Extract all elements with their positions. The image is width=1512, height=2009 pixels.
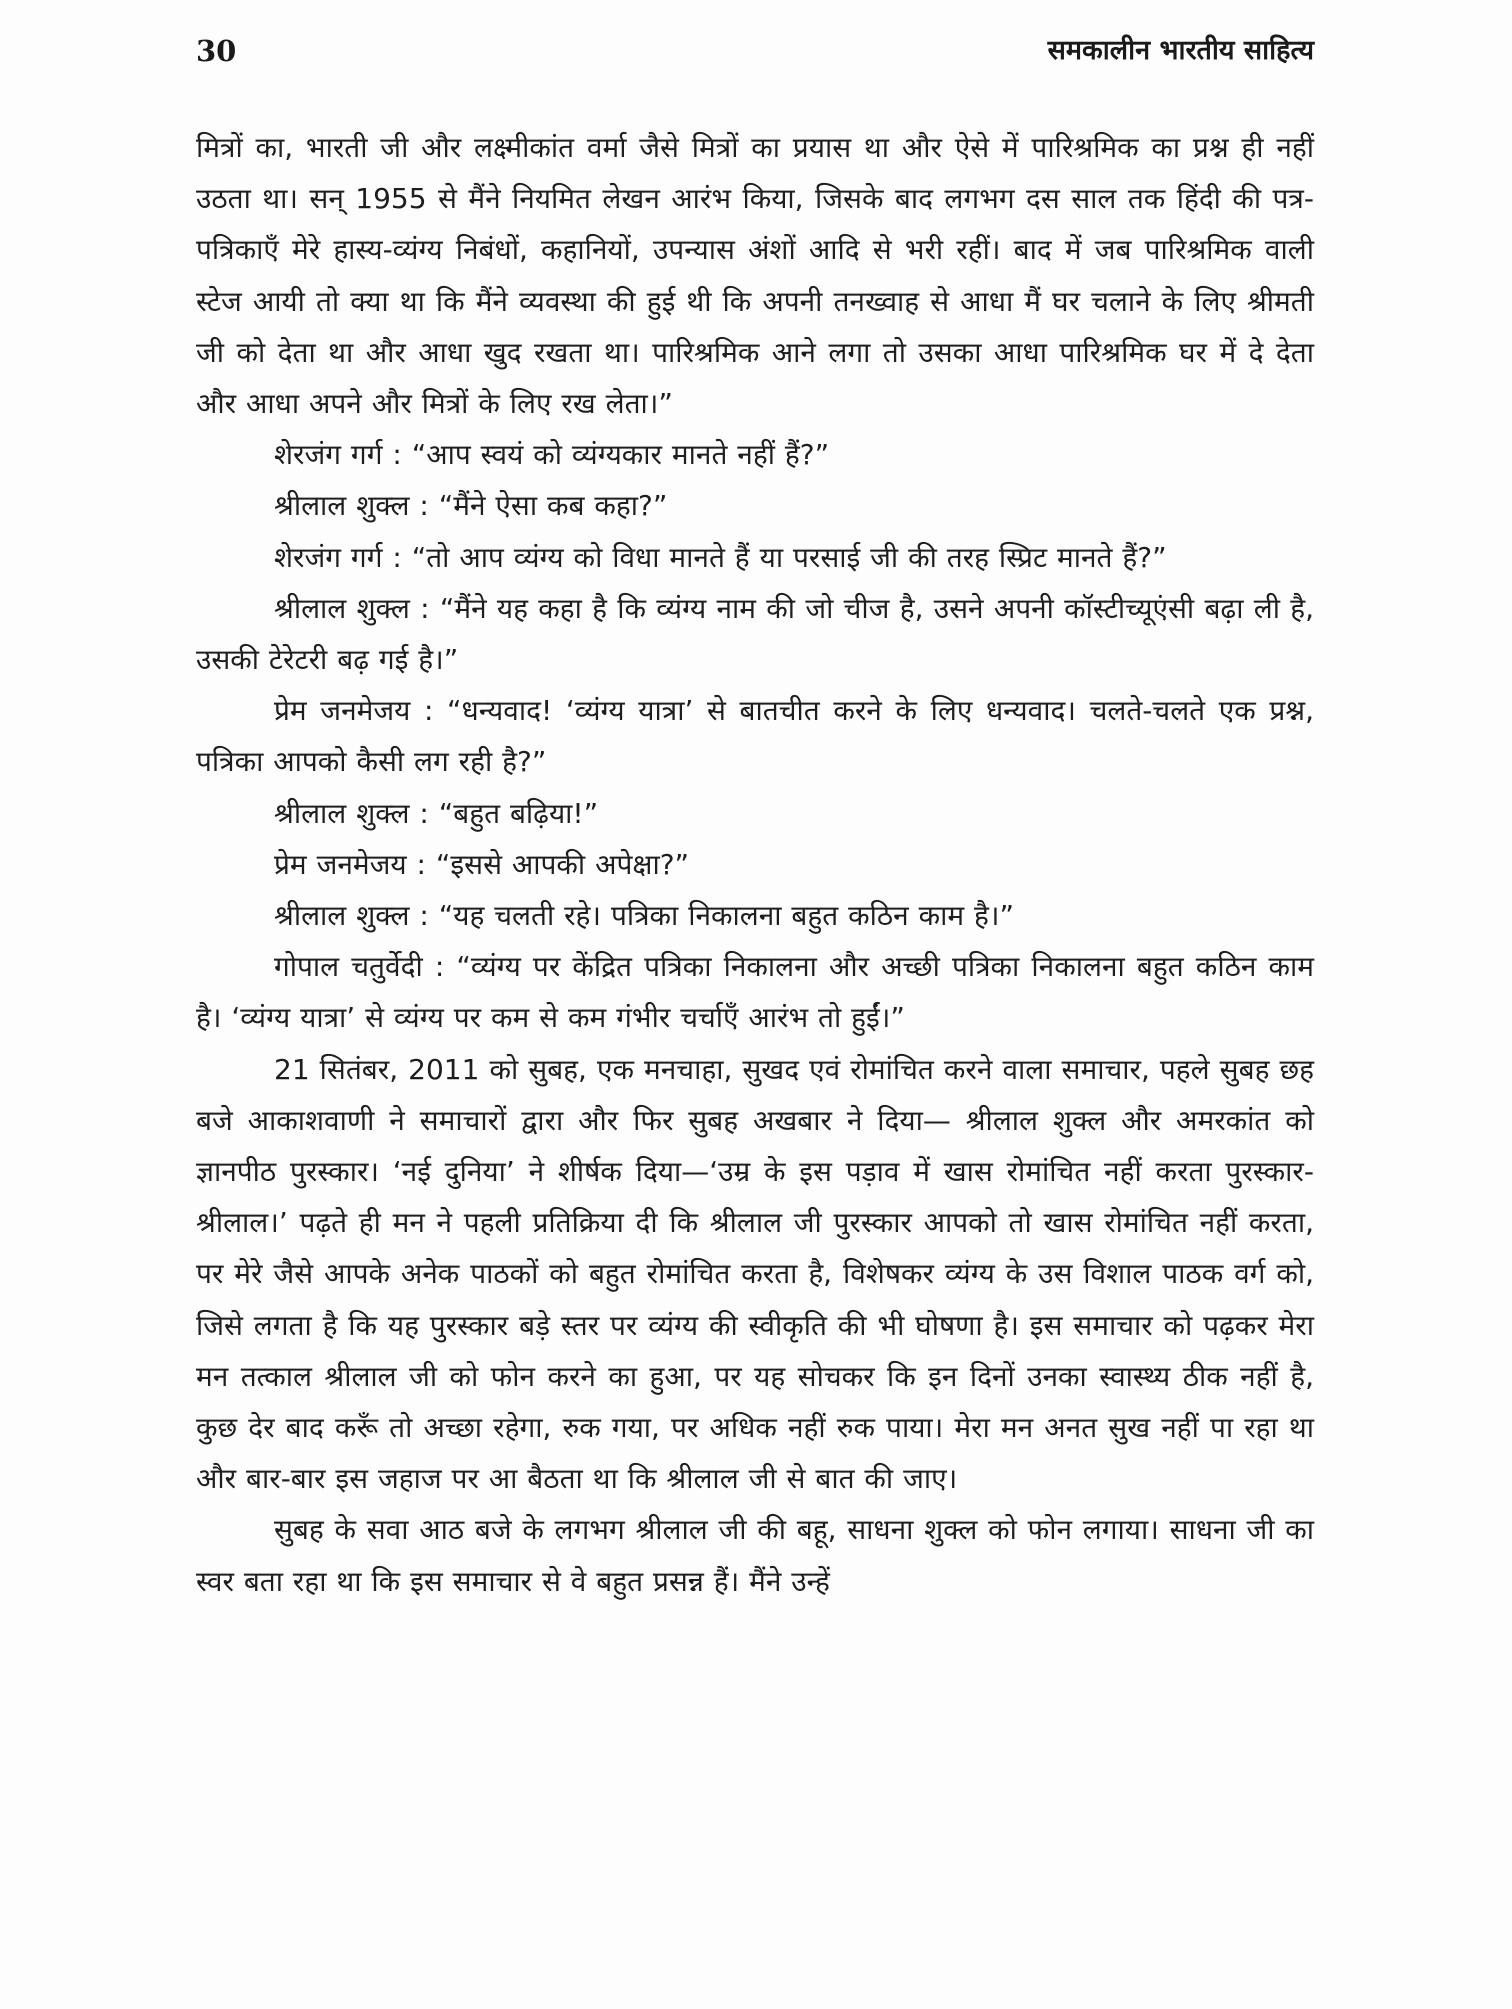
paragraph-closing: सुबह के सवा आठ बजे के लगभग श्रीलाल जी की बहू, साधना शुक्ल को फोन लगाया। साधना जी का स्वर बता रहा था कि इस समाचार से वे बहुत प्रसन्न हैं। मैंने उन्हें: [196, 1513, 1314, 1598]
dialogue-line: श्रीलाल शुक्ल : “यह चलती रहे। पत्रिका निकालना बहुत कठिन काम है।”: [274, 899, 1015, 933]
page-number: 30: [196, 34, 237, 68]
dialogue-line: श्रीलाल शुक्ल : “बहुत बढ़िया!”: [274, 796, 599, 830]
dialogue-line: प्रेम जनमेजय : “इससे आपकी अपेक्षा?”: [274, 847, 690, 881]
dialogue-line: श्रीलाल शुक्ल : “मैंने यह कहा है कि व्यंग्य नाम की जो चीज है, उसने अपनी कॉस्टीच्यूएंसी बढ़ा ली है, उसकी टेरेटरी बढ़ गई है।”: [196, 591, 1314, 677]
paragraph-opening: मित्रों का, भारती जी और लक्ष्मीकांत वर्मा जैसे मित्रों का प्रयास था और ऐसे में पारिश्रमिक का प्रश्न ही नहीं उठता था। सन् 1955 से मैंने नियमित लेखन आरंभ किया, जिसके बाद लगभग दस साल तक हिंदी की पत्र-पत्रिकाएँ मेरे हास्य-व्यंग्य निबंधों, कहानियों, उपन्यास अंशों आदि से भरी रहीं। बाद में जब पारिश्रमिक वाली स्टेज आयी तो क्या था कि मैंने व्यवस्था की हुई थी कि अपनी तनख्वाह से आधा मैं घर चलाने के लिए श्रीमती जी को देता था और आधा खुद रखता था। पारिश्रमिक आने लगा तो उसका आधा पारिश्रमिक घर में दे देता और आधा अपने और मित्रों के लिए रख लेता।”: [196, 131, 1314, 421]
page-header: [196, 26, 1314, 76]
body-text: [196, 122, 1314, 1607]
dialogue-line: गोपाल चतुर्वेदी : “व्यंग्य पर केंद्रित पत्रिका निकालना और अच्छी पत्रिका निकालना बहुत कठिन काम है। ‘व्यंग्य यात्रा’ से व्यंग्य पर कम से कम गंभीर चर्चाएँ आरंभ तो हुईं।”: [196, 950, 1314, 1035]
dialogue-line: शेरजंग गर्ग : “आप स्वयं को व्यंग्यकार मानते नहीं हैं?”: [274, 438, 830, 472]
dialogue-line: प्रेम जनमेजय : “धन्यवाद! ‘व्यंग्य यात्रा’ से बातचीत करने के लिए धन्यवाद। चलते-चलते एक प्रश्न, पत्रिका आपको कैसी लग रही है?”: [196, 694, 1314, 779]
running-title: समकालीन भारतीय साहित्य: [1047, 35, 1314, 66]
dialogue-line: श्रीलाल शुक्ल : “मैंने ऐसा कब कहा?”: [274, 489, 668, 523]
dialogue-line: शेरजंग गर्ग : “तो आप व्यंग्य को विधा मानते हैं या परसाई जी की तरह स्प्रिट मानते हैं?”: [274, 540, 1167, 574]
paragraph-news: 21 सितंबर, 2011 को सुबह, एक मनचाहा, सुखद एवं रोमांचित करने वाला समाचार, पहले सुबह छह बजे आकाशवाणी ने समाचारों द्वारा और फिर सुबह अखबार ने दिया— श्रीलाल शुक्ल और अमरकांत को ज्ञानपीठ पुरस्कार। ‘नई दुनिया’ ने शीर्षक दिया—‘उम्र के इस पड़ाव में खास रोमांचित नहीं करता पुरस्कार- श्रीलाल।’ पढ़ते ही मन ने पहली प्रतिक्रिया दी कि श्रीलाल जी पुरस्कार आपको तो खास रोमांचित नहीं करता, पर मेरे जैसे आपके अनेक पाठकों को बहुत रोमांचित करता है, विशेषकर व्यंग्य के उस विशाल पाठक वर्ग को, जिसे लगता है कि यह पुरस्कार बड़े स्तर पर व्यंग्य की स्वीकृति की भी घोषणा है। इस समाचार को पढ़कर मेरा मन तत्काल श्रीलाल जी को फोन करने का हुआ, पर यह सोचकर कि इन दिनों उनका स्वास्थ्य ठीक नहीं है, कुछ देर बाद करूँ तो अच्छा रहेगा, रुक गया, पर अधिक नहीं रुक पाया। मेरा मन अनत सुख नहीं पा रहा था और बार-बार इस जहाज पर आ बैठता था कि श्रीलाल जी से बात की जाए।: [196, 1052, 1314, 1496]
